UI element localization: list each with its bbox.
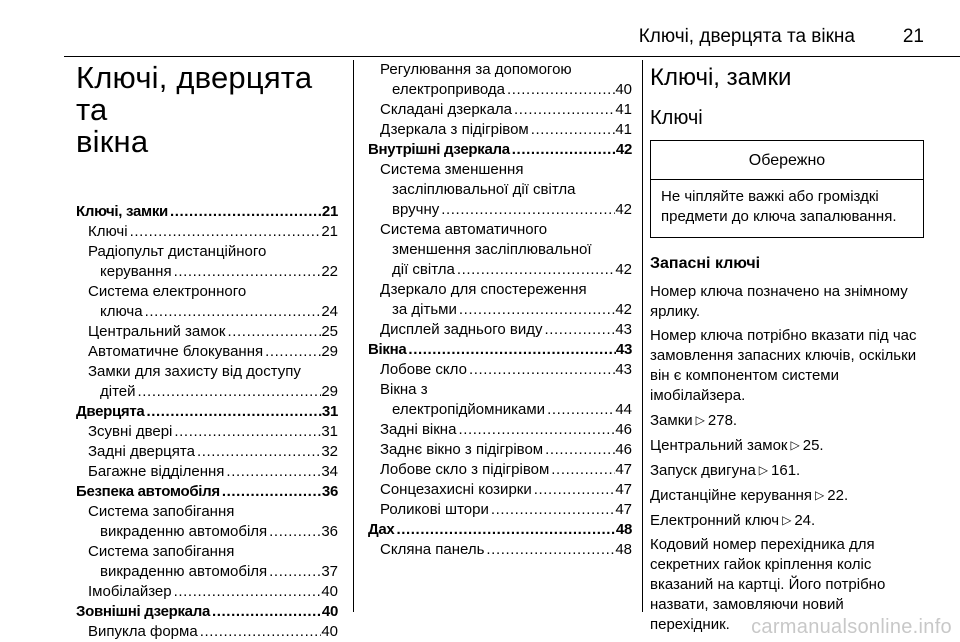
toc-page-number: 48 <box>615 541 632 558</box>
leader-dots <box>510 140 616 160</box>
leader-dots <box>195 442 321 462</box>
toc-page-number: 24 <box>321 303 338 320</box>
spare-keys-heading: Запасні ключі <box>650 255 761 272</box>
toc-entry-text: Радіопульт дистанційного <box>88 243 267 260</box>
toc-entry <box>368 440 632 460</box>
toc-entry-text: Зовнішні дзеркала <box>76 603 210 620</box>
toc-page-number: 40 <box>321 583 338 600</box>
toc-entry-text: Дзеркала з підігрівом <box>380 121 529 138</box>
page-reference-icon: ▷ <box>782 513 792 527</box>
running-title: Ключі, дверцята та вікна <box>638 26 855 47</box>
toc-page-number: 21 <box>321 203 338 220</box>
toc-entry <box>368 500 632 520</box>
toc-entry-text: Ключі, замки <box>76 203 168 220</box>
toc-entry <box>76 462 338 482</box>
toc-entry-text: Сонцезахисні козирки <box>380 481 532 498</box>
toc-entry <box>368 420 632 440</box>
toc-entry-text: Заднє вікно з підігрівом <box>380 441 544 458</box>
caution-text: Не чіпляйте важкі або громіздкі предмети до ключа запалювання. <box>661 188 897 225</box>
toc-entry <box>76 222 338 242</box>
leader-dots <box>406 340 615 360</box>
leader-dots <box>168 202 322 222</box>
toc-entry-text: Лобове скло з підігрівом <box>380 461 550 478</box>
toc-page-number: 41 <box>615 121 632 138</box>
toc-entry-text: вручну <box>392 201 440 218</box>
reference-list <box>650 410 926 531</box>
toc-page-number: 32 <box>321 443 338 460</box>
leader-dots <box>532 480 616 500</box>
toc-group-entry <box>76 482 338 502</box>
reference-label: Замки <box>650 412 693 429</box>
chapter-title-line: Ключі, дверцята та <box>76 60 313 127</box>
toc-entry <box>76 342 338 362</box>
toc-entry-text: Центральний замок <box>88 323 226 340</box>
toc-entry <box>76 242 338 282</box>
chapter-title-line: вікна <box>76 124 149 159</box>
caution-heading: Обережно <box>651 141 923 180</box>
toc-entry-text: Безпека автомобіля <box>76 483 220 500</box>
toc-group-entry <box>368 140 632 160</box>
toc-entry-text: електроприводa <box>392 81 505 98</box>
toc-entry-text: Ключі <box>88 223 128 240</box>
leader-dots <box>210 602 322 622</box>
toc-page-number: 40 <box>321 623 338 640</box>
toc-page-number: 21 <box>321 223 338 240</box>
toc-entry <box>76 282 338 322</box>
toc-entry-text: Лобове скло <box>380 361 467 378</box>
toc-entry <box>76 422 338 442</box>
page-header <box>0 26 960 54</box>
toc-page-number: 42 <box>615 301 632 318</box>
leader-dots <box>439 200 615 220</box>
toc-page-number: 42 <box>615 201 632 218</box>
toc-entry-text: Зсувні двері <box>88 423 173 440</box>
cross-reference <box>650 510 926 531</box>
toc-entry-text: Внутрішні дзеркала <box>368 141 510 158</box>
toc-entry <box>368 220 632 280</box>
toc-entry <box>76 362 338 402</box>
toc-entry-text: за дітьми <box>392 301 457 318</box>
toc-page-number: 43 <box>615 321 632 338</box>
toc-page-number: 46 <box>615 441 632 458</box>
toc-entry-text: Автоматичне блокування <box>88 343 264 360</box>
toc-entry <box>368 380 632 420</box>
leader-dots <box>455 260 615 280</box>
leader-dots <box>542 320 615 340</box>
toc-entry-text: Багажне відділення <box>88 463 225 480</box>
toc-page-number: 47 <box>615 501 632 518</box>
paragraph: Кодовий номер перехідника для секретних гайок кріплення коліс вказаний на картці. Його потрібно назвати, замовляючи новий перехідник. <box>650 536 886 633</box>
toc-entry <box>368 60 632 100</box>
toc-entry-text: Дзеркало для спостереження <box>380 281 587 298</box>
reference-page: 24. <box>794 512 816 529</box>
leader-dots <box>143 302 322 322</box>
leader-dots <box>267 562 321 582</box>
cross-reference <box>650 485 926 506</box>
leader-dots <box>457 300 615 320</box>
leader-dots <box>529 120 616 140</box>
toc-page-number: 31 <box>321 403 338 420</box>
toc-group-entry <box>76 602 338 622</box>
leader-dots <box>226 322 322 342</box>
toc-page-number: 48 <box>615 521 632 538</box>
toc-entry-text: керування <box>100 263 172 280</box>
toc-page-number: 46 <box>615 421 632 438</box>
toc-entry-text: Замки для захисту від доступу <box>88 363 301 380</box>
toc-group-entry <box>368 520 632 540</box>
column-divider <box>642 60 643 612</box>
toc-entry-text: Задні вікна <box>380 421 457 438</box>
leader-dots <box>549 460 615 480</box>
toc-entry <box>368 460 632 480</box>
toc-entry <box>368 100 632 120</box>
caution-box <box>650 140 924 238</box>
toc-page-number: 47 <box>615 461 632 478</box>
cross-reference <box>650 435 926 456</box>
toc-page-number: 31 <box>321 423 338 440</box>
toc-entry-text: зменшення засліплювальної <box>392 241 592 258</box>
leader-dots <box>172 582 322 602</box>
toc-entry-text: електропідйомниками <box>392 401 546 418</box>
reference-label: Дистанційне керування <box>650 487 813 504</box>
toc-page-number: 22 <box>321 263 338 280</box>
toc-entry-text: Система зменшення <box>380 161 524 178</box>
toc-page-number: 34 <box>321 463 338 480</box>
watermark: carmanualsonline.info <box>751 616 952 638</box>
toc-page-number: 37 <box>321 563 338 580</box>
toc-entry <box>368 120 632 140</box>
toc-page-number: 36 <box>321 483 338 500</box>
toc-entry-text: Задні дверцята <box>88 443 195 460</box>
toc-group-entry <box>76 202 338 222</box>
toc-entry-text: Скляна панель <box>380 541 485 558</box>
toc-entry <box>76 442 338 462</box>
toc-entry <box>76 322 338 342</box>
reference-label: Запуск двигуна <box>650 462 756 479</box>
toc-column-1 <box>76 62 338 642</box>
toc-entry-text: Випукла форма <box>88 623 198 640</box>
toc-entry-text: засліплювальної дії світла <box>392 181 576 198</box>
leader-dots <box>456 420 615 440</box>
toc-list <box>76 202 338 642</box>
toc-entry <box>76 582 338 602</box>
toc-entry-text: Дверцята <box>76 403 145 420</box>
leader-dots <box>512 100 615 120</box>
toc-entry-text: дії світла <box>392 261 455 278</box>
toc-entry <box>368 480 632 500</box>
page-reference-icon: ▷ <box>790 438 800 452</box>
toc-entry-text: Система електронного <box>88 283 247 300</box>
leader-dots <box>144 402 321 422</box>
toc-entry-text: Складані дзеркала <box>380 101 513 118</box>
leader-dots <box>489 500 615 520</box>
reference-page: 278. <box>707 412 738 429</box>
toc-entry-text: Дисплей заднього виду <box>380 321 543 338</box>
toc-page-number: 29 <box>321 383 338 400</box>
toc-entry-text: ключа <box>100 303 143 320</box>
leader-dots <box>198 622 322 642</box>
toc-entry-text: Система автоматичного <box>380 221 548 238</box>
leader-dots <box>136 382 322 402</box>
toc-entry <box>368 540 632 560</box>
leader-dots <box>267 522 321 542</box>
leader-dots <box>394 520 615 540</box>
toc-entry <box>368 280 632 320</box>
toc-entry-text: Імобілайзер <box>88 583 172 600</box>
page-reference-icon: ▷ <box>695 413 705 427</box>
toc-entry <box>76 622 338 642</box>
toc-entry <box>368 320 632 340</box>
toc-page-number: 40 <box>615 81 632 98</box>
subsection-title: Ключі <box>650 107 703 129</box>
toc-entry-text: Система запобігання <box>88 543 235 560</box>
toc-page-number: 44 <box>615 401 632 418</box>
toc-column-2 <box>368 62 632 560</box>
toc-page-number: 40 <box>321 603 338 620</box>
toc-entry-text: Роликові штори <box>380 501 489 518</box>
toc-entry-text: дітей <box>100 383 136 400</box>
header-rule <box>64 56 960 57</box>
toc-entry-text: викраденню автомобіля <box>100 523 268 540</box>
cross-reference <box>650 460 926 481</box>
chapter-title <box>76 62 338 158</box>
toc-entry-text: Вікна <box>368 341 407 358</box>
toc-page-number: 43 <box>615 341 632 358</box>
toc-entry-text: Дах <box>368 521 395 538</box>
leader-dots <box>467 360 615 380</box>
leader-dots <box>543 440 615 460</box>
toc-group-entry <box>76 402 338 422</box>
reference-label: Центральний замок <box>650 437 788 454</box>
leader-dots <box>545 400 615 420</box>
toc-entry <box>76 542 338 582</box>
toc-page-number: 42 <box>615 261 632 278</box>
toc-entry-text: Система запобігання <box>88 503 235 520</box>
toc-page-number: 42 <box>615 141 632 158</box>
toc-list <box>368 60 632 560</box>
toc-entry-text: Вікна з <box>380 381 428 398</box>
leader-dots <box>224 462 321 482</box>
paragraph: Номер ключа позначено на знімному ярлику. <box>650 283 908 320</box>
leader-dots <box>263 342 321 362</box>
toc-entry-text: викраденню автомобіля <box>100 563 268 580</box>
reference-label: Електронний ключ <box>650 512 780 529</box>
leader-dots <box>505 80 615 100</box>
toc-page-number: 25 <box>321 323 338 340</box>
paragraph: Номер ключа потрібно вказати під час замовлення запасних ключів, оскільки він є компонентом системи імобілайзера. <box>650 327 917 404</box>
reference-page: 25. <box>802 437 824 454</box>
leader-dots <box>172 262 322 282</box>
toc-entry <box>76 502 338 542</box>
section-title: Ключі, замки <box>650 64 792 91</box>
page-reference-icon: ▷ <box>758 463 769 477</box>
toc-entry <box>368 360 632 380</box>
content-column <box>650 62 926 635</box>
leader-dots <box>220 482 322 502</box>
toc-entry-text: Регулювання за допомогою <box>380 61 572 78</box>
leader-dots <box>484 540 615 560</box>
column-divider <box>353 60 354 612</box>
leader-dots <box>128 222 322 242</box>
toc-page-number: 43 <box>615 361 632 378</box>
page-reference-icon: ▷ <box>815 488 825 502</box>
toc-page-number: 41 <box>615 101 632 118</box>
toc-page-number: 47 <box>615 481 632 498</box>
cross-reference <box>650 410 926 431</box>
page-number: 21 <box>902 26 924 47</box>
toc-page-number: 29 <box>321 343 338 360</box>
toc-entry <box>368 160 632 220</box>
reference-page: 161. <box>771 462 801 479</box>
reference-page: 22. <box>827 487 849 504</box>
leader-dots <box>172 422 321 442</box>
toc-page-number: 36 <box>321 523 338 540</box>
toc-group-entry <box>368 340 632 360</box>
